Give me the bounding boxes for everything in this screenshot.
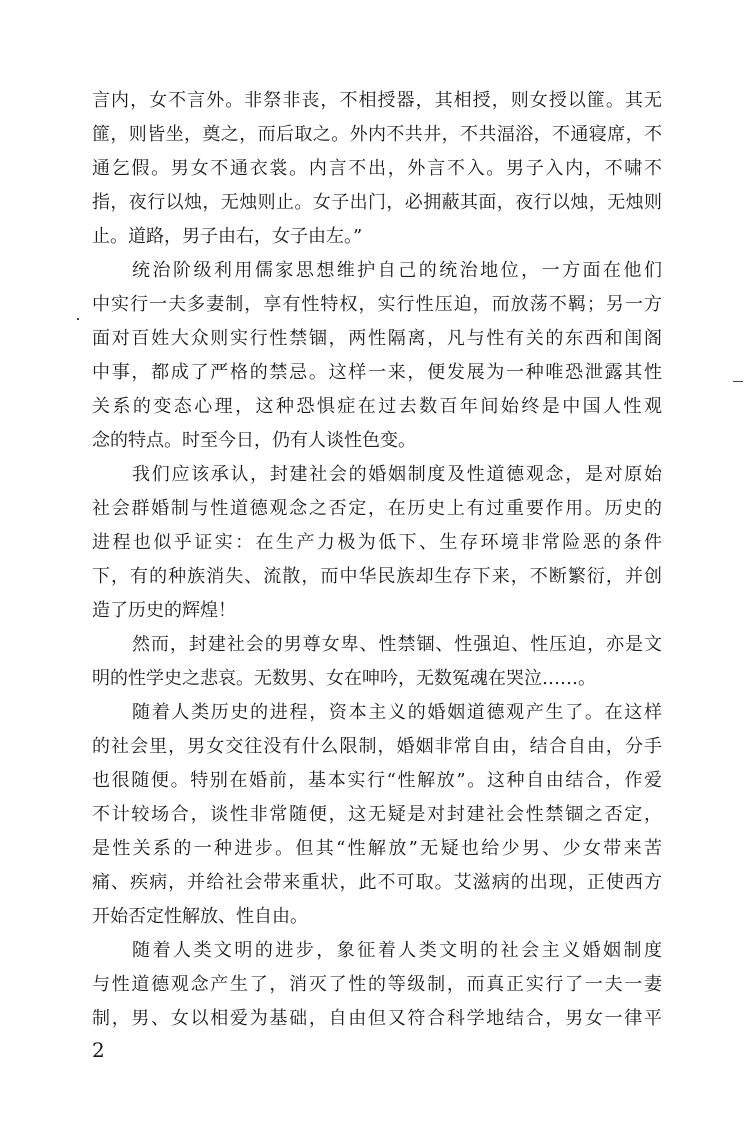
text-line: 造了历史的辉煌！ [92, 600, 236, 621]
text-line: 随着人类文明的进步，象征着人类文明的社会主义婚姻制度 [132, 940, 662, 961]
page-body [92, 84, 662, 1036]
text-line: 与性道德观念产生了，消灭了性的等级制，而真正实行了一夫一妻 [92, 974, 662, 995]
text-line: 的社会里，男女交往没有什么限制，婚姻非常自由，结合自由，分手 [92, 736, 662, 757]
text-line: 言内，女不言外。非祭非丧，不相授器，其相授，则女授以篚。其无 [92, 90, 662, 111]
text-line: 关系的变态心理，这种恐惧症在过去数百年间始终是中国人性观 [92, 396, 662, 417]
paragraph [92, 84, 662, 254]
text-line: 中实行一夫多妻制，享有性特权，实行性压迫，而放荡不羁；另一方 [92, 294, 662, 315]
text-line: 止。道路，男子由右，女子由左。” [92, 226, 363, 247]
paragraph [92, 458, 662, 628]
scan-mark [733, 381, 743, 382]
text-line: 指，夜行以烛，无烛则止。女子出门，必拥蔽其面，夜行以烛，无烛则 [92, 192, 662, 213]
text-line: 明的性学史之悲哀。无数男、女在呻吟，无数冤魂在哭泣……。 [92, 668, 596, 689]
text-line: 篚，则皆坐，奠之，而后取之。外内不共井，不共湢浴，不通寝席，不 [92, 124, 662, 145]
text-line: 中事，都成了严格的禁忌。这样一来，便发展为一种唯恐泄露其性 [92, 362, 662, 383]
text-line: 然而，封建社会的男尊女卑、性禁锢、性强迫、性压迫，亦是文 [132, 634, 662, 655]
text-line: 我们应该承认，封建社会的婚姻制度及性道德观念，是对原始 [132, 464, 662, 485]
page-number: 2 [92, 1038, 105, 1062]
paragraph [92, 934, 662, 1036]
text-line: 下，有的种族消失、流散，而中华民族却生存下来，不断繁衍，并创 [92, 566, 662, 587]
paragraph [92, 254, 662, 458]
text-line: 通乞假。男女不通衣裳。内言不出，外言不入。男子入内，不啸不 [92, 158, 662, 179]
text-line: 不计较场合，谈性非常随便，这无疑是对封建社会性禁锢之否定， [92, 804, 662, 825]
scan-mark [77, 318, 79, 320]
text-line: 随着人类历史的进程，资本主义的婚姻道德观产生了。在这样 [132, 702, 662, 723]
text-line: 进程也似乎证实：在生产力极为低下、生存环境非常险恶的条件 [92, 532, 662, 553]
text-line: 是性关系的一种进步。但其“性解放”无疑也给少男、少女带来苦 [92, 838, 662, 859]
text-line: 痛、疾病，并给社会带来重状，此不可取。艾滋病的出现，正使西方 [92, 872, 662, 893]
paragraph [92, 628, 662, 696]
text-line: 面对百姓大众则实行性禁锢，两性隔离，凡与性有关的东西和闺阁 [92, 328, 662, 349]
text-line: 也很随便。特别在婚前，基本实行“性解放”。这种自由结合，作爱 [92, 770, 662, 791]
text-line: 社会群婚制与性道德观念之否定，在历史上有过重要作用。历史的 [92, 498, 662, 519]
text-line: 开始否定性解放、性自由。 [92, 906, 308, 927]
text-line: 统治阶级利用儒家思想维护自己的统治地位，一方面在他们 [132, 260, 662, 281]
text-line: 念的特点。时至今日，仍有人谈性色变。 [92, 430, 416, 451]
text-line: 制，男、女以相爱为基础，自由但又符合科学地结合，男女一律平 [92, 1008, 662, 1029]
paragraph [92, 696, 662, 934]
